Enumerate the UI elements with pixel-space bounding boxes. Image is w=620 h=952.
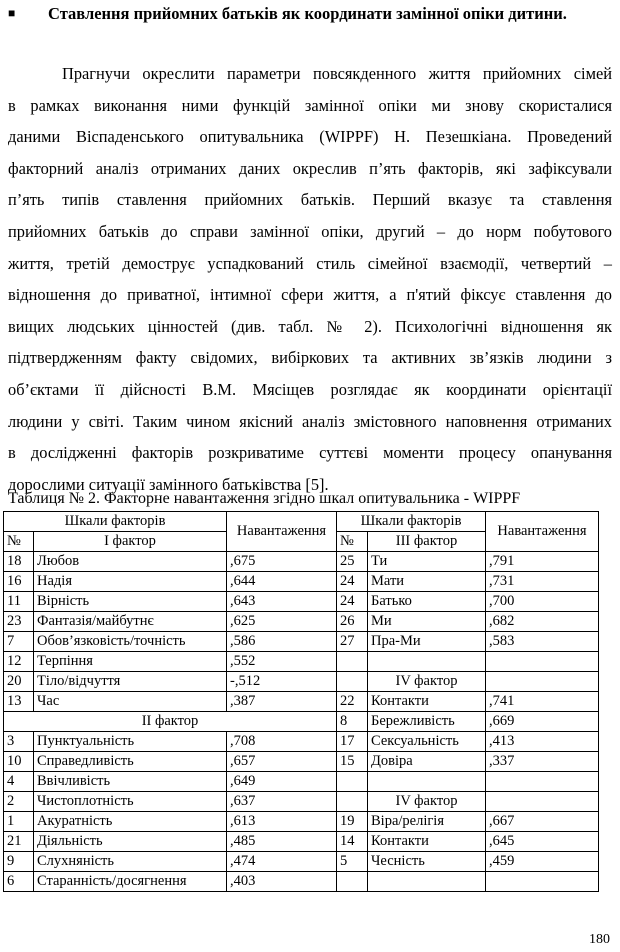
paragraph-line: вищих людських цінностей (див. табл. № 2). Психологічні відношення як (8, 316, 612, 336)
cell-loading-left: ,644 (227, 572, 337, 592)
table-row (4, 812, 599, 832)
header-loading-left: Навантаження (227, 512, 337, 552)
cell-scale-left: Акуратність (34, 812, 227, 832)
cell-num-left: 1 (4, 812, 34, 832)
header-loading-right: Навантаження (486, 512, 599, 552)
bullet-icon: ■ (8, 6, 16, 20)
cell-loading-right: ,459 (486, 852, 599, 872)
cell-num-right: 24 (337, 592, 368, 612)
header-scales-right: Шкали факторів (337, 512, 486, 532)
cell-num-left: 6 (4, 872, 34, 892)
cell-scale-left: Вірність (34, 592, 227, 612)
cell-loading-left: ,403 (227, 872, 337, 892)
factor-loading-table (3, 511, 599, 892)
header-factor-1: І фактор (34, 532, 227, 552)
cell-scale-right: Довіра (368, 752, 486, 772)
cell-scale-left: Надія (34, 572, 227, 592)
cell-scale-right: Ти (368, 552, 486, 572)
cell-loading-left: ,657 (227, 752, 337, 772)
table-row (4, 612, 599, 632)
cell-loading-left: ,613 (227, 812, 337, 832)
body-paragraph (8, 58, 612, 500)
cell-num-right: 19 (337, 812, 368, 832)
cell-loading-right (486, 672, 599, 692)
cell-scale-right: Чесність (368, 852, 486, 872)
paragraph-line: Прагнучи окреслити параметри повсякденного життя прийомних сімей (62, 64, 612, 83)
table-row (4, 712, 599, 732)
cell-num-right: 14 (337, 832, 368, 852)
table-row (4, 752, 599, 772)
paragraph-line: об’єктами її дійсності В.М. Мясіщев розглядає як координати орієнтації (8, 379, 612, 399)
cell-scale-left: Тіло/відчуття (34, 672, 227, 692)
paragraph-line: даними Віспаденського опитувальника (WIPPF) Н. Пезешкіана. Проведений (8, 127, 612, 147)
cell-loading-right: ,583 (486, 632, 599, 652)
cell-num-right (337, 792, 368, 812)
cell-loading-right (486, 872, 599, 892)
cell-num-left: 20 (4, 672, 34, 692)
cell-loading-right (486, 792, 599, 812)
cell-loading-right (486, 772, 599, 792)
table-row (4, 772, 599, 792)
cell-num-left: 23 (4, 612, 34, 632)
cell-scale-left: Ввічливість (34, 772, 227, 792)
paragraph-line: п’ять типів ставлення прийомних батьків. Перший вказує та ставлення (8, 190, 612, 210)
cell-scale-left: Справедливість (34, 752, 227, 772)
table-body (4, 552, 599, 892)
cell-num-left: 9 (4, 852, 34, 872)
cell-num-left: 10 (4, 752, 34, 772)
table-row (4, 652, 599, 672)
cell-loading-right: ,337 (486, 752, 599, 772)
paragraph-line: дорослими ситуації замінного батьківства [5]. (8, 474, 329, 494)
cell-num-left: 21 (4, 832, 34, 852)
cell-loading-left: ,387 (227, 692, 337, 712)
cell-num-left: 16 (4, 572, 34, 592)
cell-num-right: 8 (337, 712, 368, 732)
cell-scale-left: Діяльність (34, 832, 227, 852)
cell-num-right: 5 (337, 852, 368, 872)
table-row (4, 632, 599, 652)
factor-subheading-right: IV фактор (368, 672, 486, 692)
paragraph-line: прийомних батьків до справи замінної опіки, другий – до норм побутового (8, 221, 612, 241)
factor-subheading-left: ІІ фактор (4, 712, 337, 732)
cell-loading-right: ,645 (486, 832, 599, 852)
paragraph-line: життя, третій демострує успадкований стиль сімейної взаємодії, четвертий – (8, 253, 612, 273)
cell-loading-left: ,485 (227, 832, 337, 852)
table-row (4, 692, 599, 712)
header-scales-left: Шкали факторів (4, 512, 227, 532)
cell-scale-left: Терпіння (34, 652, 227, 672)
paragraph-line: в дослідженні факторів розкриватиме суттєві моменти процесу опанування (8, 443, 612, 463)
cell-num-right: 24 (337, 572, 368, 592)
cell-scale-left: Обов’язковість/точність (34, 632, 227, 652)
header-num-left: № (4, 532, 34, 552)
cell-scale-right: Мати (368, 572, 486, 592)
cell-scale-right (368, 772, 486, 792)
table-row (4, 592, 599, 612)
cell-scale-left: Пунктуальність (34, 732, 227, 752)
cell-num-left: 11 (4, 592, 34, 612)
factor-subheading-right: IV фактор (368, 792, 486, 812)
cell-loading-right: ,741 (486, 692, 599, 712)
cell-scale-right: Віра/релігія (368, 812, 486, 832)
cell-num-right: 27 (337, 632, 368, 652)
header-num-right: № (337, 532, 368, 552)
heading-text: Ставлення прийомних батьків як координати замінної опіки дитини. (48, 4, 567, 23)
cell-scale-right (368, 652, 486, 672)
cell-scale-left: Любов (34, 552, 227, 572)
table-caption: Таблиця № 2. Факторне навантаження згідно шкал опитувальника - WIPPF (8, 490, 521, 507)
cell-loading-right: ,413 (486, 732, 599, 752)
cell-loading-left: ,586 (227, 632, 337, 652)
cell-num-left: 3 (4, 732, 34, 752)
table-row (4, 832, 599, 852)
cell-scale-right: Батько (368, 592, 486, 612)
cell-num-right: 17 (337, 732, 368, 752)
cell-scale-left: Час (34, 692, 227, 712)
cell-scale-right: Контакти (368, 692, 486, 712)
cell-loading-left: ,552 (227, 652, 337, 672)
cell-num-right: 25 (337, 552, 368, 572)
cell-loading-left: ,675 (227, 552, 337, 572)
table-row (4, 872, 599, 892)
table-row (4, 672, 599, 692)
table-row (4, 732, 599, 752)
cell-scale-left: Фантазія/майбутнє (34, 612, 227, 632)
table-row (4, 572, 599, 592)
cell-loading-left: ,637 (227, 792, 337, 812)
cell-loading-left: ,643 (227, 592, 337, 612)
cell-scale-left: Слухняність (34, 852, 227, 872)
cell-loading-left: -,512 (227, 672, 337, 692)
cell-loading-left: ,625 (227, 612, 337, 632)
cell-scale-right: Контакти (368, 832, 486, 852)
paragraph-line: підтвердженням факту свідомих, вибіркових та активних зв’язків людини з (8, 348, 612, 368)
table-row (4, 792, 599, 812)
cell-scale-right (368, 872, 486, 892)
cell-scale-left: Старанність/досягнення (34, 872, 227, 892)
cell-loading-left: ,708 (227, 732, 337, 752)
paragraph-line: людини у світі. Таким чином якісний аналіз змістовного наповнення отриманих (8, 411, 612, 431)
paragraph-line: факторний аналіз отриманих даних окреслив п’ять факторів, які зафіксували (8, 158, 612, 178)
cell-scale-right: Пра-Ми (368, 632, 486, 652)
cell-loading-right: ,700 (486, 592, 599, 612)
cell-loading-right: ,791 (486, 552, 599, 572)
cell-loading-right: ,669 (486, 712, 599, 732)
cell-num-right (337, 652, 368, 672)
cell-num-left: 13 (4, 692, 34, 712)
cell-num-right: 22 (337, 692, 368, 712)
cell-loading-right: ,682 (486, 612, 599, 632)
cell-loading-left: ,474 (227, 852, 337, 872)
cell-loading-right (486, 652, 599, 672)
cell-num-left: 4 (4, 772, 34, 792)
cell-num-right (337, 872, 368, 892)
cell-num-right: 26 (337, 612, 368, 632)
page-number: 180 (589, 932, 610, 947)
header-factor-3: ІІІ фактор (368, 532, 486, 552)
cell-scale-right: Бережливість (368, 712, 486, 732)
paragraph-line: в рамках виконання ними функцій замінної опіки ми знову скористалися (8, 95, 612, 115)
cell-scale-right: Сексуальність (368, 732, 486, 752)
cell-num-left: 12 (4, 652, 34, 672)
cell-loading-right: ,667 (486, 812, 599, 832)
cell-num-left: 2 (4, 792, 34, 812)
paragraph-line: відношення до приватної, інтимної сфери життя, а п'ятий фіксує ставлення до (8, 285, 612, 305)
cell-num-left: 7 (4, 632, 34, 652)
cell-scale-right: Ми (368, 612, 486, 632)
table-row (4, 852, 599, 872)
table-row (4, 552, 599, 572)
cell-num-right (337, 772, 368, 792)
cell-num-left: 18 (4, 552, 34, 572)
cell-scale-left: Чистоплотність (34, 792, 227, 812)
section-heading (8, 3, 616, 24)
cell-num-right: 15 (337, 752, 368, 772)
cell-loading-left: ,649 (227, 772, 337, 792)
cell-loading-right: ,731 (486, 572, 599, 592)
cell-num-right (337, 672, 368, 692)
